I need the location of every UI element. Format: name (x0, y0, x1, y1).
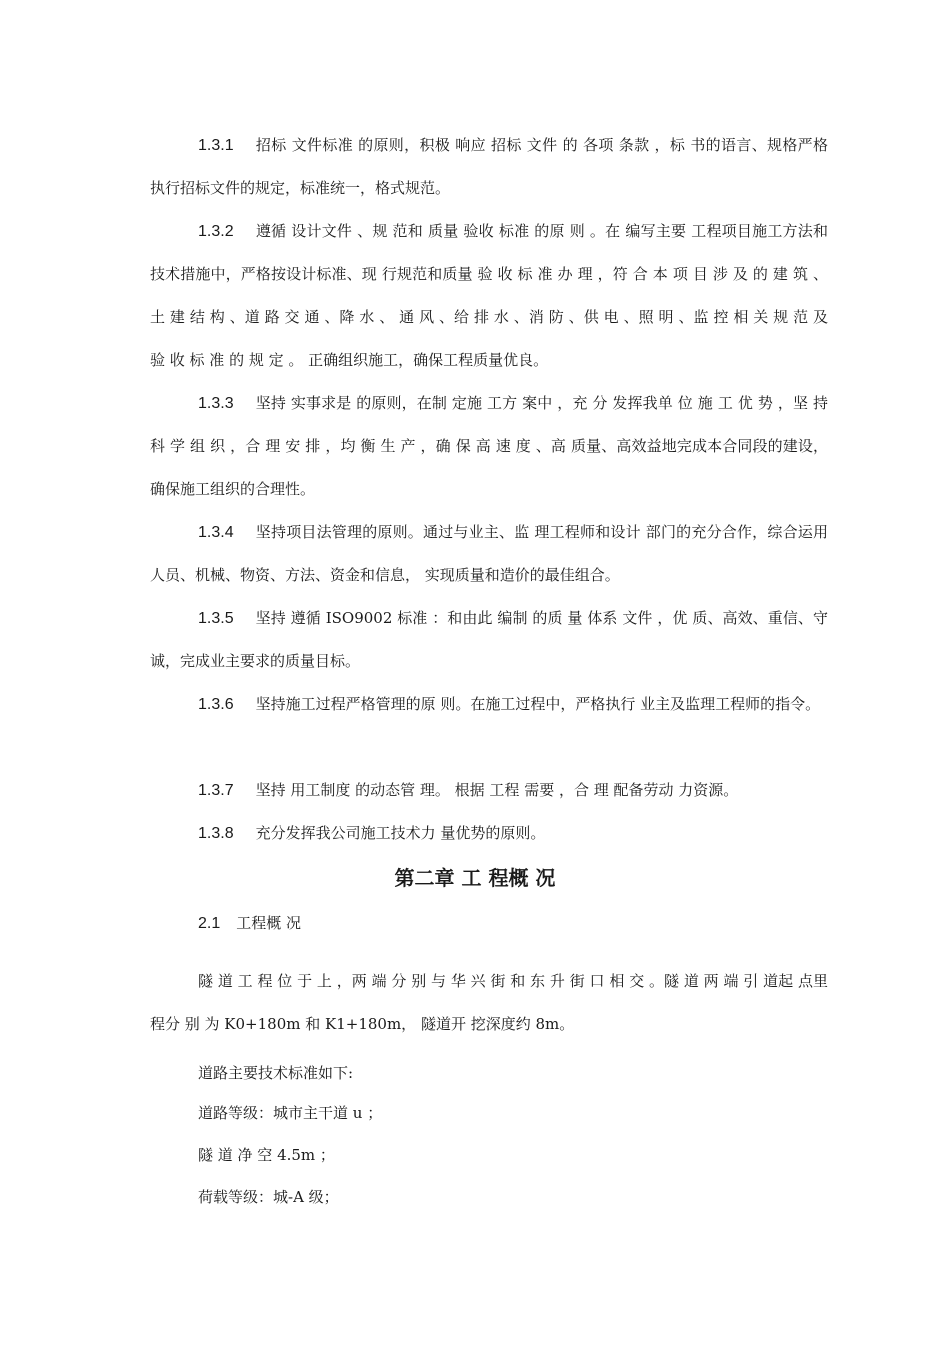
subsection-title: 工程概 况 (236, 914, 302, 932)
section-number: 1.3.4 (198, 524, 234, 541)
section-number: 1.3.7 (198, 782, 234, 799)
subsection-heading (198, 912, 301, 933)
section-1-3-8 (150, 812, 828, 855)
section-1-3-3 (150, 382, 828, 511)
section-text: 招标 文件标准 的原则，积极 响应 招标 文件 的 各项 条款 ，标 书的语言、规格严格执行招标文件的规定，标准统一，格式规范。 (150, 136, 828, 197)
section-text: 遵循 设计文件 、规 范和 质量 验收 标准 的原 则 。在 编写主要 工程项目施工方法和技术措施中，严格按设计标准、现 行规范和质量 验 收 标 准 办 理 ，符 合 本 项 目 涉 及 的 建 筑 、土 建 结 构 、道 路 交 通 、降 水 、 通 风 、给 排 水 、消 防 、供 电 、照 明 、监 控 相 关 规 范 及 验 收 标 准 的 规 定 。 正确组织施工，确保工程质量优良。 (150, 222, 828, 369)
section-1-3-6 (150, 683, 828, 726)
section-number: 1.3.6 (198, 696, 234, 713)
section-1-3-1 (150, 124, 828, 210)
section-text: 坚持 用工制度 的动态管 理。 根据 工程 需要 ，合 理 配备劳动 力资源。 (255, 781, 739, 799)
intro-paragraph: 隧 道 工 程 位 于 上 ，两 端 分 别 与 华 兴 街 和 东 升 街 口 相 交 。隧 道 两 端 引 道起 点里 程分 别 为 K0+180m 和 K1+180m， 隧道开 挖深度约 8m。 (150, 972, 828, 1033)
section-1-3-7 (150, 769, 828, 812)
chapter-title: 第二章 工 程概 况 (394, 866, 556, 890)
section-text: 坚持 遵循 ISO9002 标准 ：和由此 编制 的质 量 体系 文件 ，优 质、高效、重信、守诚，完成业主要求的质量目标。 (150, 609, 828, 670)
section-number: 1.3.2 (198, 223, 234, 240)
subsection-number: 2.1 (198, 915, 221, 932)
standards-title: 道路主要技术标准如下: (198, 1064, 354, 1082)
section-text: 坚持 实事求是 的原则，在制 定施 工方 案中 ，充 分 发挥我单 位 施 工 优 势 ，坚 持 科 学 组 织 ，合 理 安 排 ，均 衡 生 产 ，确 保 高 速 度 、高 质量、高效益地完成本合同段的建设，确保施工组织的合理性。 (150, 394, 828, 498)
section-number: 1.3.5 (198, 610, 234, 627)
standard-item: 隧 道 净 空 4.5m ； (198, 1146, 335, 1164)
section-1-3-2 (150, 210, 828, 382)
standard-item: 道路等级：城市主干道 u ； (198, 1104, 383, 1122)
section-text: 充分发挥我公司施工技术力 量优势的原则。 (255, 824, 546, 842)
section-text: 坚持施工过程严格管理的原 则。在施工过程中，严格执行 业主及监理工程师的指令。 (255, 695, 821, 713)
section-text: 坚持项目法管理的原则。通过与业主、监 理工程师和设计 部门的充分合作，综合运用人员、机械、物资、方法、资金和信息， 实现质量和造价的最佳组合。 (150, 523, 828, 584)
standard-item: 荷载等级：城-A 级； (198, 1188, 339, 1206)
section-number: 1.3.8 (198, 825, 234, 842)
section-number: 1.3.3 (198, 395, 234, 412)
section-1-3-5 (150, 597, 828, 683)
section-number: 1.3.1 (198, 137, 234, 154)
section-1-3-4 (150, 511, 828, 597)
